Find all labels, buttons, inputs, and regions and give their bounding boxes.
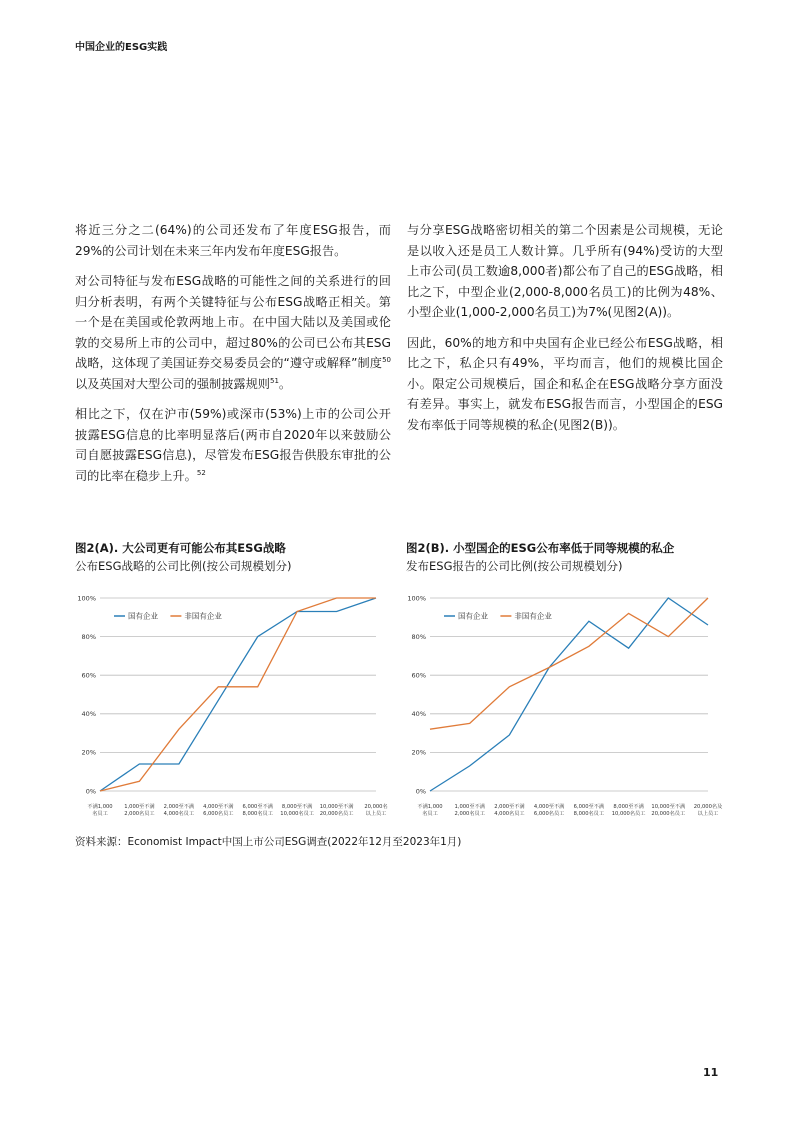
x-tick-label: 以上员工 [697,811,719,817]
y-tick-label: 100% [407,594,426,603]
paragraph: 相比之下，仅在沪市(59%)或深市(53%)上市的公司公开披露ESG信息的比率明显落后(两市自2020年以来鼓励公司自愿披露ESG信息)，尽管发布ESG报告供股东审批的公司的比率在稳步上升。$^{52}$ [75,407,391,483]
legend-label: 非国有企业 [184,611,222,621]
x-tick-label: 8,000名员工 [242,811,273,817]
x-tick-label: 4,000至不满 [533,804,565,810]
x-tick-label: 1,000至不满 [454,804,485,810]
series-line-private [100,598,376,791]
y-tick-label: 80% [81,632,96,641]
x-tick-label: 2,000至不满 [163,804,195,810]
page-number: 11 [703,1066,719,1079]
x-tick-label: 20,000名员工 [651,811,686,817]
x-tick-label: 20,000名及 [693,804,723,810]
legend-label: 非国有企业 [514,611,552,621]
y-tick-label: 20% [411,748,426,757]
legend-label: 国有企业 [458,611,488,621]
x-tick-label: 10,000至不满 [319,804,354,810]
x-tick-label: 10,000至不满 [651,804,686,810]
figure-b-subtitle: 发布ESG报告的公司比例(按公司规模划分) [406,559,623,573]
source-note: 资料来源：Economist Impact中国上市公司ESG调查(2022年12月至2023年1月) [75,836,462,848]
y-tick-label: 0% [415,787,426,796]
paragraph: 对公司特征与发布ESG战略的可能性之间的关系进行的回归分析表明，有两个关键特征与公布ESG战略正相关。第一个是在美国或伦敦两地上市。在中国大陆以及美国或伦敦的交易所上市的公司中，超过80%的公司已公布其ESG战略，这体现了美国证券交易委员会的“遵守或解释”制度$^{50}$以及英国对大型公司的强制披露规则$^{51}$。 [75,274,391,391]
figure-a-subtitle: 公布ESG战略的公司比例(按公司规模划分) [75,559,292,573]
y-tick-label: 40% [81,710,96,719]
y-tick-label: 0% [85,787,96,796]
legend-label: 国有企业 [128,611,158,621]
x-tick-label: 8,000至不满 [613,804,644,810]
x-tick-label: 2,000名员工 [454,811,485,817]
figure-b-title: 图2(B). 小型国企的ESG公布率低于同等规模的私企 [406,541,675,555]
x-tick-label: 1,000至不满 [124,804,155,810]
x-tick-label: 4,000至不满 [203,804,234,810]
x-tick-label: 不满1,000 [87,804,113,810]
x-tick-label: 6,000名员工 [203,811,234,817]
x-tick-label: 名员工 [422,811,438,817]
x-tick-label: 8,000名员工 [573,811,605,817]
series-line-soe [100,598,376,791]
x-tick-label: 2,000名员工 [124,811,155,817]
footnote-ref[interactable]: 52 [196,468,206,477]
footnote-ref[interactable]: 51 [270,376,279,385]
y-tick-label: 60% [81,671,96,680]
x-tick-label: 6,000至不满 [573,804,605,810]
x-tick-label: 6,000至不满 [242,804,273,810]
y-tick-label: 100% [77,594,96,603]
figure-a-title: 图2(A). 大公司更有可能公布其ESG战略 [75,541,286,555]
paragraph: 将近三分之二(64%)的公司还发布了年度ESG报告，而29%的公司计划在未来三年内发布年度ESG报告。 [75,223,391,258]
series-line-soe [430,598,708,791]
x-tick-label: 10,000名员工 [280,811,315,817]
right-text-column [407,220,723,445]
footnote-ref[interactable]: 50 [382,355,391,364]
x-tick-label: 6,000名员工 [533,811,565,817]
running-header: 中国企业的ESG实践 [75,42,168,53]
paragraph: 与分享ESG战略密切相关的第二个因素是公司规模，无论是以收入还是员工人数计算。几乎所有(94%)受访的大型上市公司(员工数逾8,000者)都公布了自己的ESG战略，相比之下，中型企业(2,000-8,000名员工)的比例为48%、小型企业(1,000-2,000名员工)为7%(见图2(A))。 [407,223,723,319]
x-tick-label: 20,000名 [364,804,388,810]
y-tick-label: 60% [411,671,426,680]
x-tick-label: 4,000名员工 [163,811,195,817]
y-tick-label: 40% [411,710,426,719]
y-tick-label: 20% [81,748,96,757]
figure-b-chart [402,588,723,823]
x-tick-label: 8,000至不满 [281,804,313,810]
x-tick-label: 20,000名员工 [319,811,354,817]
paragraph: 因此，60%的地方和中央国有企业已经公布ESG战略，相比之下，私企只有49%，平均而言，他们的规模比国企小。限定公司规模后，国企和私企在ESG战略分享方面没有差异。事实上，就发布ESG报告而言，小型国企的ESG发布率低于同等规模的私企(见图2(B))。 [407,335,723,432]
figure-a-chart [72,588,388,823]
x-tick-label: 4,000名员工 [494,811,525,817]
x-tick-label: 10,000名员工 [611,811,646,817]
x-tick-label: 2,000至不满 [494,804,525,810]
x-tick-label: 不满1,000 [417,804,443,810]
left-text-column [75,220,391,496]
y-tick-label: 80% [411,632,426,641]
x-tick-label: 以上员工 [365,811,387,817]
x-tick-label: 名员工 [92,811,108,817]
